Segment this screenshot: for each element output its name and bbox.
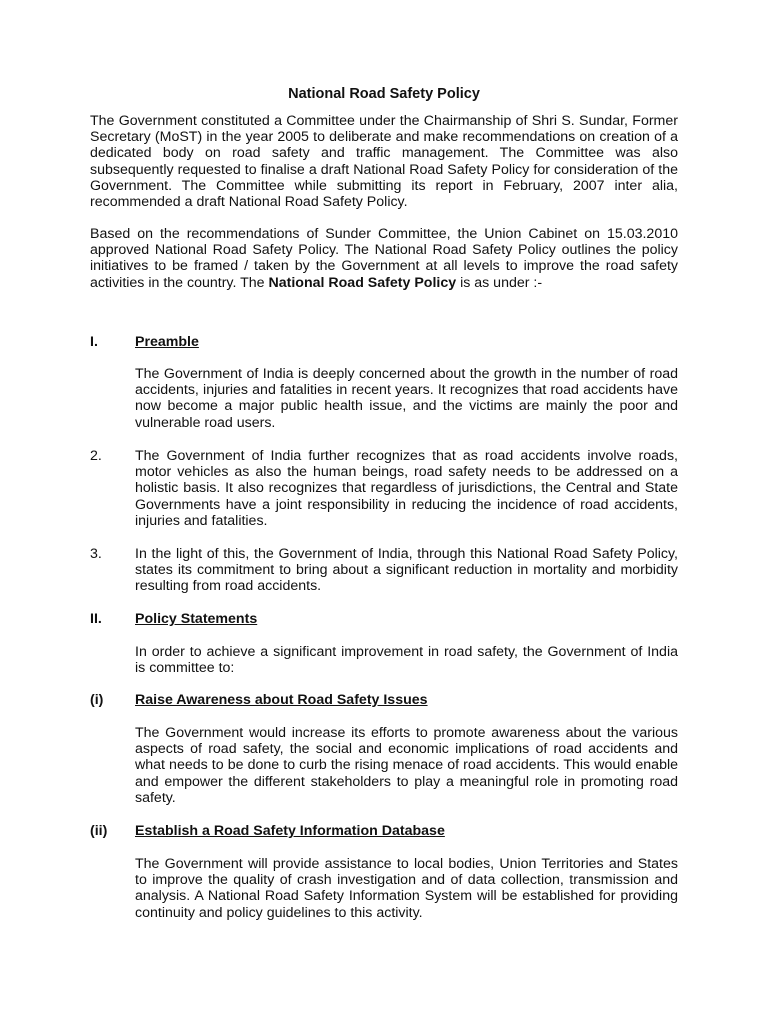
policy-statements-intro: In order to achieve a significant improvement in road safety, the Government of India is committee to:: [135, 644, 678, 677]
intro-paragraph-2-text: Based on the recommendations of Sunder Committee, the Union Cabinet on 15.03.2010 approved National Road Safety Policy. The National Road Safety Policy outlines the policy initiatives to be framed / taken by the Government at all levels to improve the road safety activities in the country. The: [90, 226, 678, 291]
preamble-paragraph-1: The Government of India is deeply concerned about the growth in the number of road accidents, injuries and fatalities in recent years. It recognizes that road accidents have now become a major public health issue, and the victims are mainly the poor and vulnerable road users.: [135, 366, 678, 431]
preamble-paragraph-3: In the light of this, the Government of India, through this National Road Safety Policy, states its commitment to bring about a significant reduction in mortality and morbidity resulting from road accidents.: [135, 546, 678, 595]
document-title: National Road Safety Policy: [288, 86, 480, 102]
item-1-text: The Government would increase its efforts to promote awareness about the various aspects of road safety, the social and economic implications of road accidents and what needs to be done to curb the rising menace of road accidents. This would enable and empower the different stakeholders to play a meaningful role in promoting road safety.: [135, 725, 678, 806]
item-1-number: (i): [90, 692, 104, 708]
preamble-paragraph-2: The Government of India further recognizes that as road accidents involve roads, motor vehicles as also the human beings, road safety needs to be addressed on a holistic basis. It also recognizes that regardless of jurisdictions, the Central and State Governments have a joint responsibility in reducing the incidence of road accidents, injuries and fatalities.: [135, 448, 678, 529]
intro-paragraph-2: [90, 226, 678, 291]
section-2-number: II.: [90, 611, 102, 627]
section-1-number: I.: [90, 334, 98, 350]
section-1-heading: Preamble: [135, 334, 199, 350]
item-2-text: The Government will provide assistance to local bodies, Union Territories and States to improve the quality of crash investigation and of data collection, transmission and analysis. A National Road Safety Information System will be established for providing continuity and policy guidelines to this activity.: [135, 856, 678, 921]
item-1-heading: Raise Awareness about Road Safety Issues: [135, 692, 428, 708]
intro-paragraph-2-tail: is as under :-: [456, 274, 543, 291]
section-2-heading: Policy Statements: [135, 611, 258, 627]
preamble-paragraph-3-number: 3.: [90, 546, 102, 562]
item-2-heading: Establish a Road Safety Information Database: [135, 823, 445, 839]
item-2-number: (ii): [90, 823, 108, 839]
preamble-paragraph-2-number: 2.: [90, 448, 102, 464]
intro-paragraph-1: The Government constituted a Committee under the Chairmanship of Shri S. Sundar, Former Secretary (MoST) in the year 2005 to deliberate and make recommendations on creation of a dedicated body on road safety and traffic management. The Committee was also subsequently requested to finalise a draft National Road Safety Policy for consideration of the Government. The Committee while submitting its report in February, 2007 inter alia, recommended a draft National Road Safety Policy.: [90, 113, 678, 211]
intro-paragraph-2-bold: National Road Safety Policy: [268, 274, 457, 291]
